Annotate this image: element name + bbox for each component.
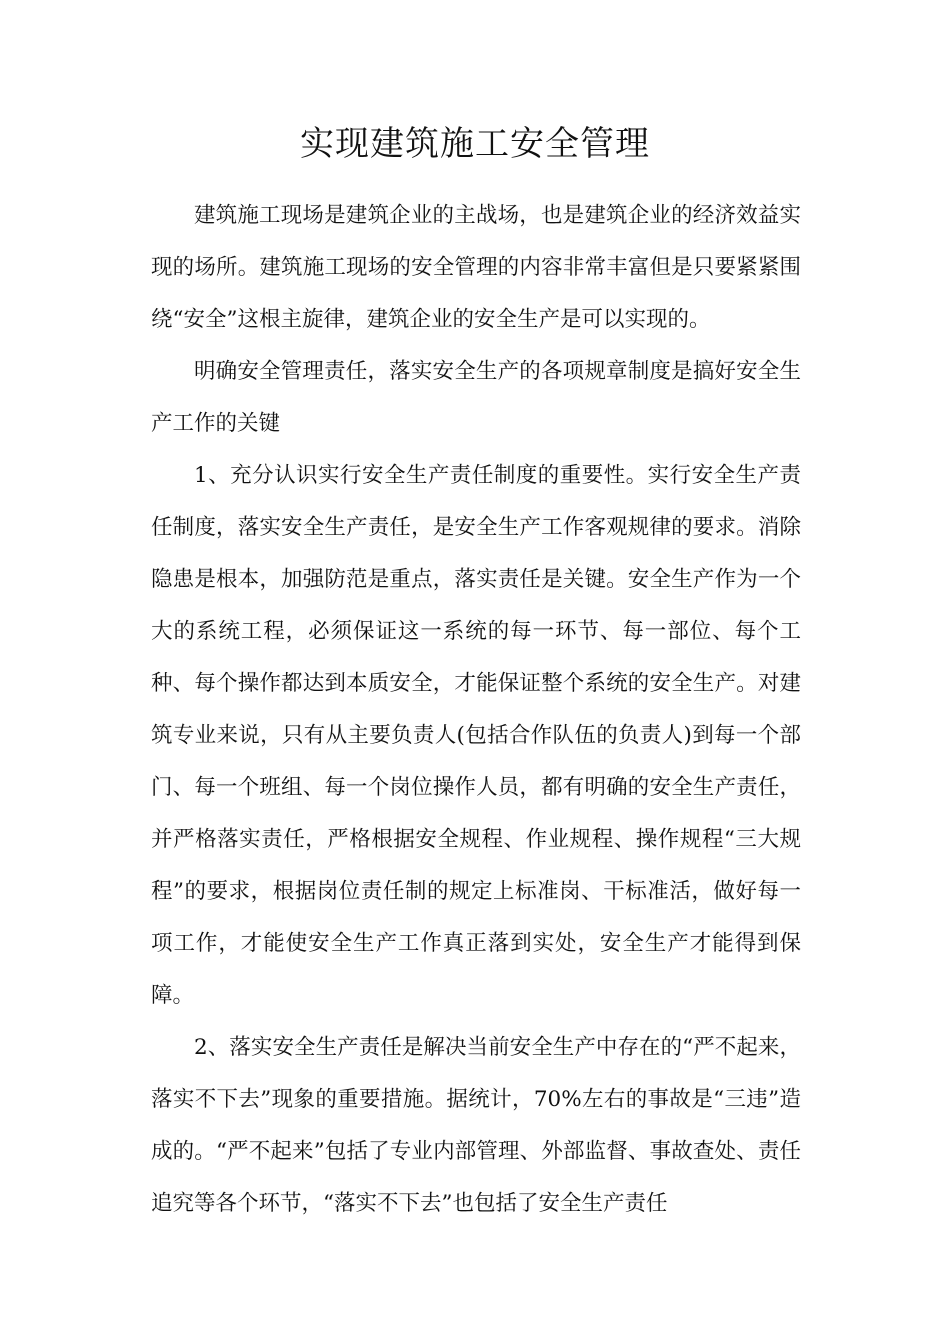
paragraph-point-1: 1、充分认识实行安全生产责任制度的重要性。实行安全生产责任制度，落实安全生产责任，是安全生产工作客观规律的要求。消除隐患是根本，加强防范是重点，落实责任是关键。安全生产作为一个大的系统工程，必须保证这一系统的每一环节、每一部位、每个工种、每个操作都达到本质安全，才能保证整个系统的安全生产。对建筑专业来说，只有从主要负责人(包括合作队伍的负责人)到每一个部门、每一个班组、每一个岗位操作人员，都有明确的安全生产责任，并严格落实责任，严格根据安全规程、作业规程、操作规程“三大规程”的要求，根据岗位责任制的规定上标准岗、干标准活，做好每一项工作，才能使安全生产工作真正落到实处，安全生产才能得到保障。: [151, 463, 801, 1008]
paragraph-point-2: 2、落实安全生产责任是解决当前安全生产中存在的“严不起来，落实不下去”现象的重要措施。据统计，70%左右的事故是“三违”造成的。“严不起来”包括了专业内部管理、外部监督、事故查处、责任追究等各个环节，“落实不下去”也包括了安全生产责任: [151, 1035, 801, 1216]
paragraph-intro: 建筑施工现场是建筑企业的主战场，也是建筑企业的经济效益实现的场所。建筑施工现场的安全管理的内容非常丰富但是只要紧紧围绕“安全”这根主旋律，建筑企业的安全生产是可以实现的。: [151, 203, 801, 332]
paragraph-heading: 明确安全管理责任，落实安全生产的各项规章制度是搞好安全生产工作的关键: [151, 359, 801, 436]
document-title: 实现建筑施工安全管理: [300, 124, 650, 164]
document-body: [151, 190, 801, 1230]
